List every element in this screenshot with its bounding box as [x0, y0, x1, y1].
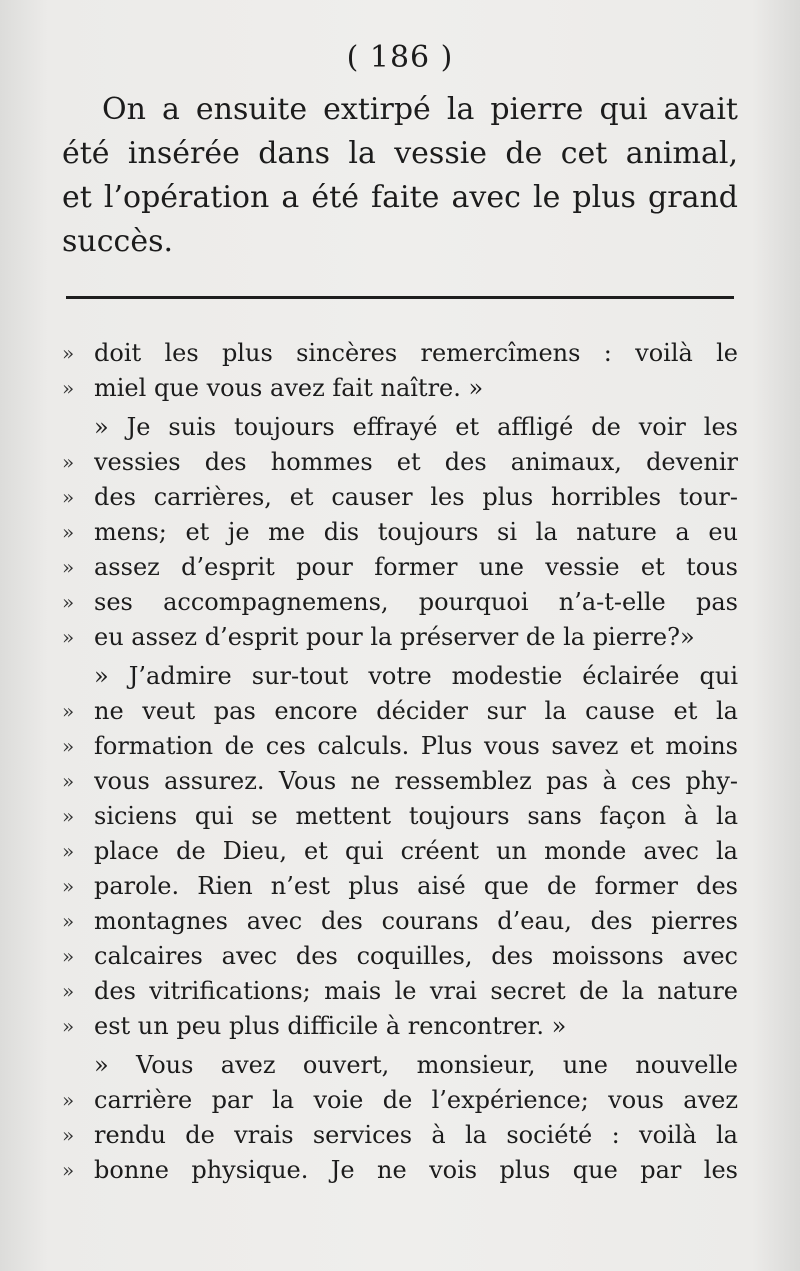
- quote-text: vessies des hommes et des animaux, devenir: [94, 448, 738, 476]
- quote-text: assez d’esprit pour former une vessie et tous: [94, 553, 738, 581]
- quote-mark: »: [62, 769, 75, 793]
- quote-line: [62, 550, 738, 585]
- intro-line: succès.: [62, 224, 174, 259]
- quote-mark: »: [62, 734, 75, 758]
- intro-line: On a ensuite extirpé la pierre qui avait: [102, 92, 738, 127]
- quote-text: carrière par la voie de l’expérience; vous avez: [94, 1086, 738, 1114]
- quote-text: siciens qui se mettent toujours sans façon à la: [94, 802, 738, 830]
- quote-mark: »: [62, 839, 75, 863]
- quote-text: doit les plus sincères remercîmens : voilà le: [94, 339, 738, 367]
- quote-line: [62, 585, 738, 620]
- quote-text: place de Dieu, et qui créent un monde avec la: [94, 837, 738, 865]
- quoted-letter: [62, 336, 738, 1188]
- quote-mark: »: [62, 1158, 75, 1182]
- quote-line: [62, 480, 738, 515]
- quote-mark: »: [62, 625, 75, 649]
- quote-text: rendu de vrais services à la société : voilà la: [94, 1121, 738, 1149]
- quote-text: bonne physique. Je ne vois plus que par les: [94, 1156, 738, 1184]
- quote-line: [62, 869, 738, 904]
- quote-line: [62, 371, 738, 406]
- quote-line: [62, 939, 738, 974]
- quote-line: [62, 1083, 738, 1118]
- quote-line: [62, 694, 738, 729]
- quote-mark: »: [62, 1014, 75, 1038]
- quote-text: miel que vous avez fait naître. »: [94, 374, 484, 402]
- quote-text: » J’admire sur-tout votre modestie éclairée qui: [94, 662, 738, 690]
- quote-text: formation de ces calculs. Plus vous savez et moins: [94, 732, 738, 760]
- intro-paragraph: [62, 88, 738, 264]
- quote-mark: »: [62, 341, 75, 365]
- quote-text: des carrières, et causer les plus horribles tour-: [94, 483, 738, 511]
- quote-mark: »: [62, 874, 75, 898]
- quote-line: [62, 336, 738, 371]
- quote-line: [62, 1048, 738, 1083]
- quote-mark: »: [62, 804, 75, 828]
- quote-text: est un peu plus difficile à rencontrer. »: [94, 1012, 567, 1040]
- quote-line: [62, 764, 738, 799]
- intro-line: été insérée dans la vessie de cet animal,: [62, 136, 738, 171]
- quote-mark: »: [62, 450, 75, 474]
- quote-mark: »: [62, 909, 75, 933]
- quote-line: [62, 974, 738, 1009]
- quote-text: ses accompagnemens, pourquoi n’a-t-elle pas: [94, 588, 738, 616]
- quote-line: [62, 1153, 738, 1188]
- quote-line: [62, 904, 738, 939]
- quote-line: [62, 1009, 738, 1044]
- quote-line: [62, 515, 738, 550]
- quote-text: eu assez d’esprit pour la préserver de la pierre?»: [94, 623, 695, 651]
- quote-mark: »: [62, 699, 75, 723]
- quote-text: ne veut pas encore décider sur la cause et la: [94, 697, 738, 725]
- quote-line: [62, 729, 738, 764]
- quote-mark: »: [62, 944, 75, 968]
- quote-mark: »: [62, 590, 75, 614]
- quote-text: calcaires avec des coquilles, des moissons avec: [94, 942, 738, 970]
- quote-text: » Je suis toujours effrayé et affligé de voir les: [94, 413, 738, 441]
- quote-mark: »: [62, 485, 75, 509]
- quote-text: montagnes avec des courans d’eau, des pierres: [94, 907, 738, 935]
- quote-text: parole. Rien n’est plus aisé que de former des: [94, 872, 738, 900]
- quote-mark: »: [62, 1123, 75, 1147]
- quote-mark: »: [62, 979, 75, 1003]
- section-divider: [66, 296, 734, 299]
- quote-line: [62, 620, 738, 655]
- quote-line: [62, 659, 738, 694]
- quote-mark: »: [62, 376, 75, 400]
- quote-text: des vitrifications; mais le vrai secret de la nature: [94, 977, 738, 1005]
- quote-text: » Vous avez ouvert, monsieur, une nouvelle: [94, 1051, 738, 1079]
- quote-mark: »: [62, 520, 75, 544]
- quote-line: [62, 1118, 738, 1153]
- quote-text: mens; et je me dis toujours si la nature a eu: [94, 518, 738, 546]
- quote-mark: »: [62, 1088, 75, 1112]
- quote-line: [62, 799, 738, 834]
- quote-mark: »: [62, 555, 75, 579]
- page-number: ( 186 ): [346, 40, 454, 75]
- quote-line: [62, 834, 738, 869]
- quote-line: [62, 410, 738, 445]
- quote-line: [62, 445, 738, 480]
- quote-text: vous assurez. Vous ne ressemblez pas à ces phy-: [94, 767, 738, 795]
- intro-line: et l’opération a été faite avec le plus grand: [62, 180, 738, 215]
